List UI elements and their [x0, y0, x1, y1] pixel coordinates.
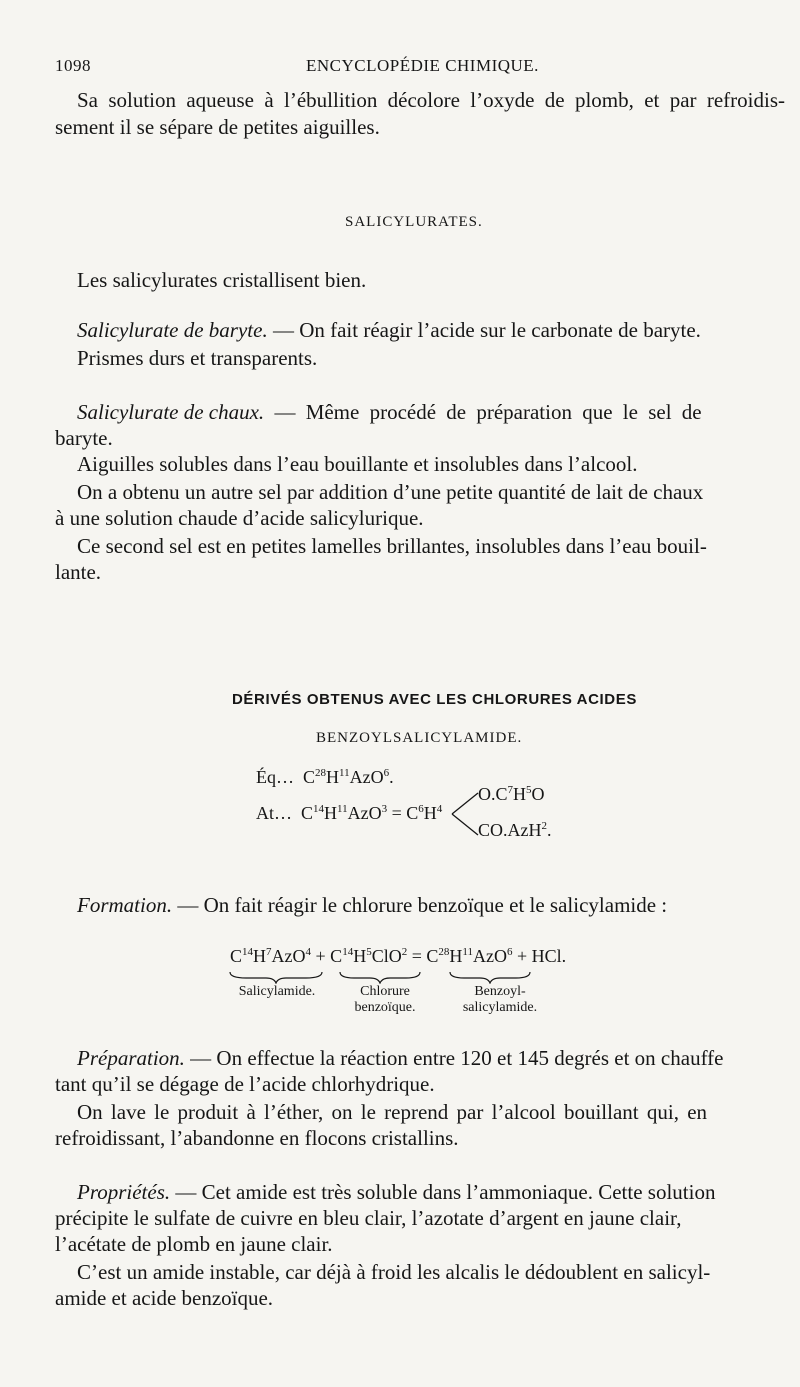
- proprietes-p2-line-1: C’est un amide instable, car déjà à froid les alcalis le dédoublent en salicyl-: [77, 1260, 711, 1284]
- caption-benzoyl: Benzoyl-: [474, 984, 526, 999]
- formula-branch-lines: [450, 789, 480, 839]
- caption-salicylamide-2: salicylamide.: [462, 1000, 538, 1015]
- proprietes-paragraph: [77, 1180, 785, 1204]
- reaction-equation: $C^{14}H^7AzO^4 + C^{14}H^5ClO^2 = C^{28}H^{11}AzO^6$ + HCl.: [230, 946, 567, 966]
- preparation-p2-line-1: On lave le produit à l’éther, on le reprend par l’alcool bouillant qui, en: [77, 1100, 708, 1124]
- proprietes-p2-line-2: amide et acide benzoïque.: [55, 1286, 274, 1310]
- atomic-formula: At… $C^{14}H^{11}AzO^3 = C^6H^4$: [256, 803, 443, 823]
- chaux-p3-line-1: On a obtenu un autre sel par addition d’une petite quantité de lait de chaux: [77, 480, 704, 504]
- proprietes-heading: Propriétés.: [77, 1180, 171, 1204]
- preparation-line-2: tant qu’il se dégage de l’acide chlorhydrique.: [55, 1072, 435, 1096]
- caption-benzoique: benzoïque.: [354, 1000, 416, 1015]
- equivalent-formula: Éq… $C^{28}H^{11}AzO^6$.: [256, 767, 394, 787]
- caption-chlorure: Chlorure: [360, 984, 410, 999]
- running-title: ENCYCLOPÉDIE CHIMIQUE.: [306, 56, 539, 75]
- eq-label: Éq…: [256, 767, 294, 787]
- chaux-text: — Même procédé de préparation que le sel de: [264, 400, 702, 424]
- proprietes-line-2: précipite le sulfate de cuivre en bleu clair, l’azotate d’argent en jaune clair,: [55, 1206, 682, 1230]
- chaux-p2-line-1: Aiguilles solubles dans l’eau bouillante et insolubles dans l’alcool.: [77, 452, 638, 476]
- preparation-text: — On effectue la réaction entre 120 et 145 degrés et on chauffe: [184, 1046, 724, 1070]
- intro-line-1: Sa solution aqueuse à l’ébullition décolore l’oxyde de plomb, et par refroidis-: [77, 88, 785, 112]
- at-label: At…: [256, 803, 292, 823]
- preparation-paragraph: [77, 1046, 785, 1070]
- chaux-line-2: baryte.: [55, 426, 113, 450]
- salicylurates-lead: Les salicylurates cristallisent bien.: [77, 268, 367, 292]
- formation-paragraph: [77, 893, 667, 917]
- section-title-salicylurates: SALICYLURATES.: [345, 214, 483, 230]
- proprietes-line-3: l’acétate de plomb en jaune clair.: [55, 1232, 333, 1256]
- subtitle-benzoylsalicylamide: BENZOYLSALICYLAMIDE.: [316, 730, 523, 746]
- intro-line-2: sement il se sépare de petites aiguilles.: [55, 115, 380, 139]
- preparation-heading: Préparation.: [77, 1046, 185, 1070]
- section-title-derives: DÉRIVÉS OBTENUS AVEC LES CHLORURES ACIDES: [232, 691, 637, 708]
- formation-text: — On fait réagir le chlorure benzoïque et le salicylamide :: [172, 893, 668, 917]
- formula-branch-top: $O.C^7H^5O$: [478, 784, 545, 804]
- preparation-p2-line-2: refroidissant, l’abandonne en flocons cristallins.: [55, 1126, 459, 1150]
- formula-branch-bottom: CO.AzH$^2$.: [478, 820, 552, 840]
- baryte-line-2: Prismes durs et transparents.: [77, 346, 318, 370]
- chaux-heading: Salicylurate de chaux.: [77, 400, 265, 424]
- page-number: 1098: [55, 56, 91, 75]
- chaux-p3-line-2: à une solution chaude d’acide salicylurique.: [55, 506, 424, 530]
- caption-salicylamide: Salicylamide.: [238, 984, 316, 999]
- chaux-paragraph: [77, 400, 785, 424]
- baryte-text: — On fait réagir l’acide sur le carbonate de baryte.: [267, 318, 701, 342]
- proprietes-text: — Cet amide est très soluble dans l’ammoniaque. Cette solution: [170, 1180, 716, 1204]
- reaction-braces: [228, 970, 648, 984]
- baryte-heading: Salicylurate de baryte.: [77, 318, 268, 342]
- formation-heading: Formation.: [77, 893, 173, 917]
- chaux-p4-line-2: lante.: [55, 560, 102, 584]
- baryte-paragraph: [77, 318, 785, 342]
- chaux-p4-line-1: Ce second sel est en petites lamelles brillantes, insolubles dans l’eau bouil-: [77, 534, 707, 558]
